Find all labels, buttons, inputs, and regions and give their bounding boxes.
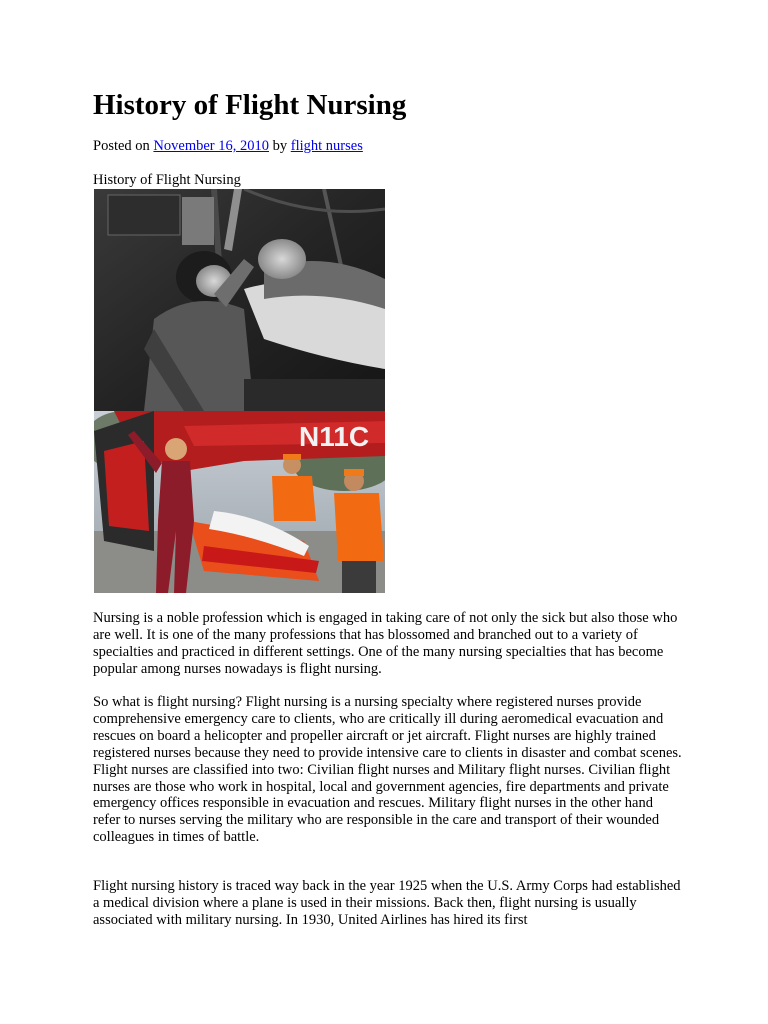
vintage-flight-nurse-photo: [94, 189, 385, 411]
paragraph-history: Flight nursing history is traced way back in the year 1925 when the U.S. Army Corps had established a medical division where a plane is used in their missions. Back then, flight nursing is usually associated with military nursing. In 1930, United Airlines has hired its first: [93, 878, 681, 928]
post-date-link[interactable]: November 16, 2010: [153, 138, 269, 154]
author-link[interactable]: flight nurses: [290, 138, 363, 154]
image-caption: History of Flight Nursing: [93, 172, 241, 188]
helicopter-marking: N11C: [299, 421, 370, 452]
by-label: by: [272, 138, 288, 154]
page-title: History of Flight Nursing: [93, 89, 407, 121]
helicopter-rescue-photo: [94, 411, 385, 593]
paragraph-intro: Nursing is a noble profession which is engaged in taking care of not only the sick but also those who are well. It is one of the many professions that has blossomed and branched out to a variety of specialties and practiced in different settings. One of the many nursing specialties that has become popular among nurses nowadays is flight nursing.: [93, 610, 678, 677]
post-meta: [93, 137, 363, 155]
paragraph-definition: So what is flight nursing? Flight nursing is a nursing specialty where registered nurses provide comprehensive emergency care to clients, who are critically ill during aeromedical evacuation and rescues on board a helicopter and propeller aircraft or jet aircraft. Flight nurses are highly trained registered nurses because they need to provide intensive care to clients in disaster and combat scenes. Flight nurses are classified into two: Civilian flight nurses and Military flight nurses. Civilian flight nurses are those who work in hospital, local and government agencies, fire departments and private emergency offices responsible in evacuation and rescues. Military flight nurses in the other hand refer to nurses serving the military who are responsible in the care and transport of their wounded colleagues in times of battle.: [93, 694, 682, 846]
posted-on-label: Posted on: [93, 138, 150, 154]
